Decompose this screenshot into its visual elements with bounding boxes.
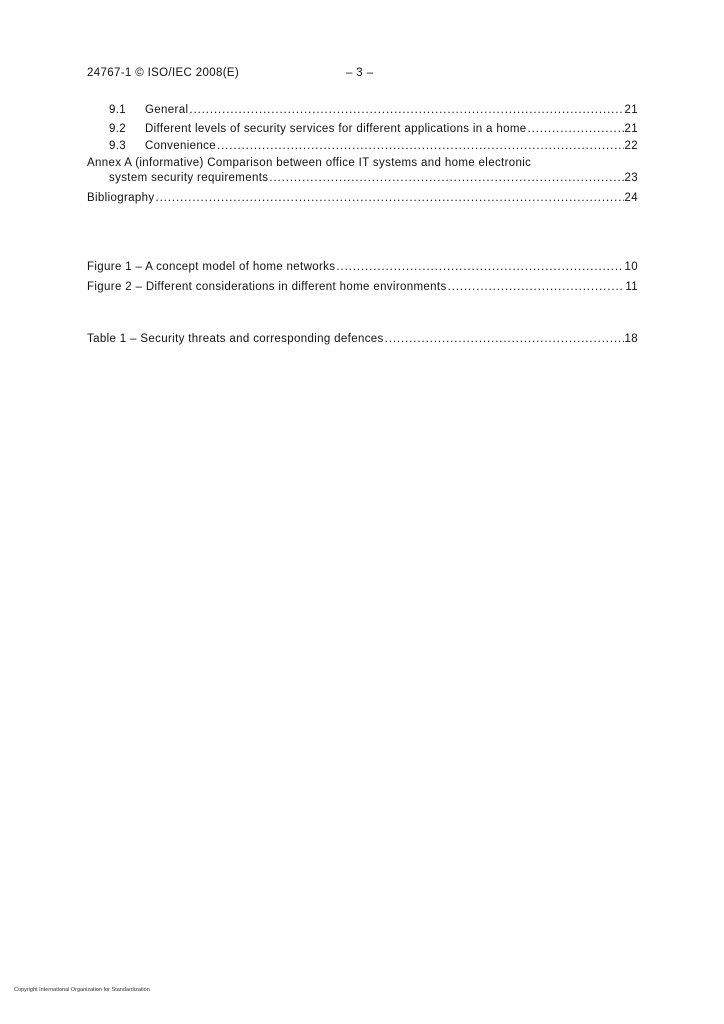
table-title: Table 1 – Security threats and corresponding defences	[87, 333, 384, 345]
toc-entry-page: 24	[624, 192, 638, 204]
dot-leader	[448, 279, 625, 295]
toc-entry-annex-a[interactable]	[109, 170, 638, 186]
toc-entry-9-1[interactable]	[109, 102, 638, 118]
toc-entry-annex-a-heading[interactable]	[87, 155, 638, 171]
toc-entry-9-2[interactable]	[109, 121, 638, 137]
toc-entry-page: 21	[624, 123, 638, 135]
dot-leader	[385, 331, 624, 347]
page-header	[87, 67, 637, 83]
figure-title: Figure 2 – Different considerations in different home environments	[87, 281, 447, 293]
toc-entry-title: Different levels of security services for different applications in a home	[145, 123, 527, 135]
toc-entry-9-3[interactable]	[109, 138, 638, 154]
page-number: – 3 –	[346, 67, 374, 79]
toc-entry-number: 9.1	[109, 104, 127, 116]
toc-entry-number: 9.3	[109, 140, 127, 152]
annex-title-line-2: system security requirements	[109, 172, 269, 184]
dot-leader	[269, 170, 623, 186]
dot-leader	[156, 190, 624, 206]
dot-leader	[528, 121, 624, 137]
list-of-figures-entry-2[interactable]	[87, 279, 638, 295]
dot-leader	[217, 138, 624, 154]
toc-entry-page: 22	[624, 140, 638, 152]
toc-entry-page: 21	[624, 104, 638, 116]
dot-leader	[189, 102, 623, 118]
dot-leader	[336, 259, 623, 275]
table-page: 18	[624, 333, 638, 345]
annex-title-line-1: Annex A (informative) Comparison between office IT systems and home electronic	[87, 157, 532, 169]
copyright-footer: Copyright International Organization for Standardization	[14, 987, 150, 993]
standard-identifier: 24767-1 © ISO/IEC 2008(E)	[87, 67, 240, 79]
toc-entry-page: 23	[624, 172, 638, 184]
toc-entry-title: Bibliography	[87, 192, 155, 204]
figure-page: 11	[625, 281, 638, 293]
toc-entry-bibliography[interactable]	[87, 190, 638, 206]
list-of-tables-entry-1[interactable]	[87, 331, 638, 347]
figure-page: 10	[624, 261, 638, 273]
toc-entry-title: Convenience	[145, 140, 216, 152]
toc-entry-title: General	[145, 104, 189, 116]
figure-title: Figure 1 – A concept model of home networks	[87, 261, 336, 273]
list-of-figures-entry-1[interactable]	[87, 259, 638, 275]
toc-entry-number: 9.2	[109, 123, 127, 135]
